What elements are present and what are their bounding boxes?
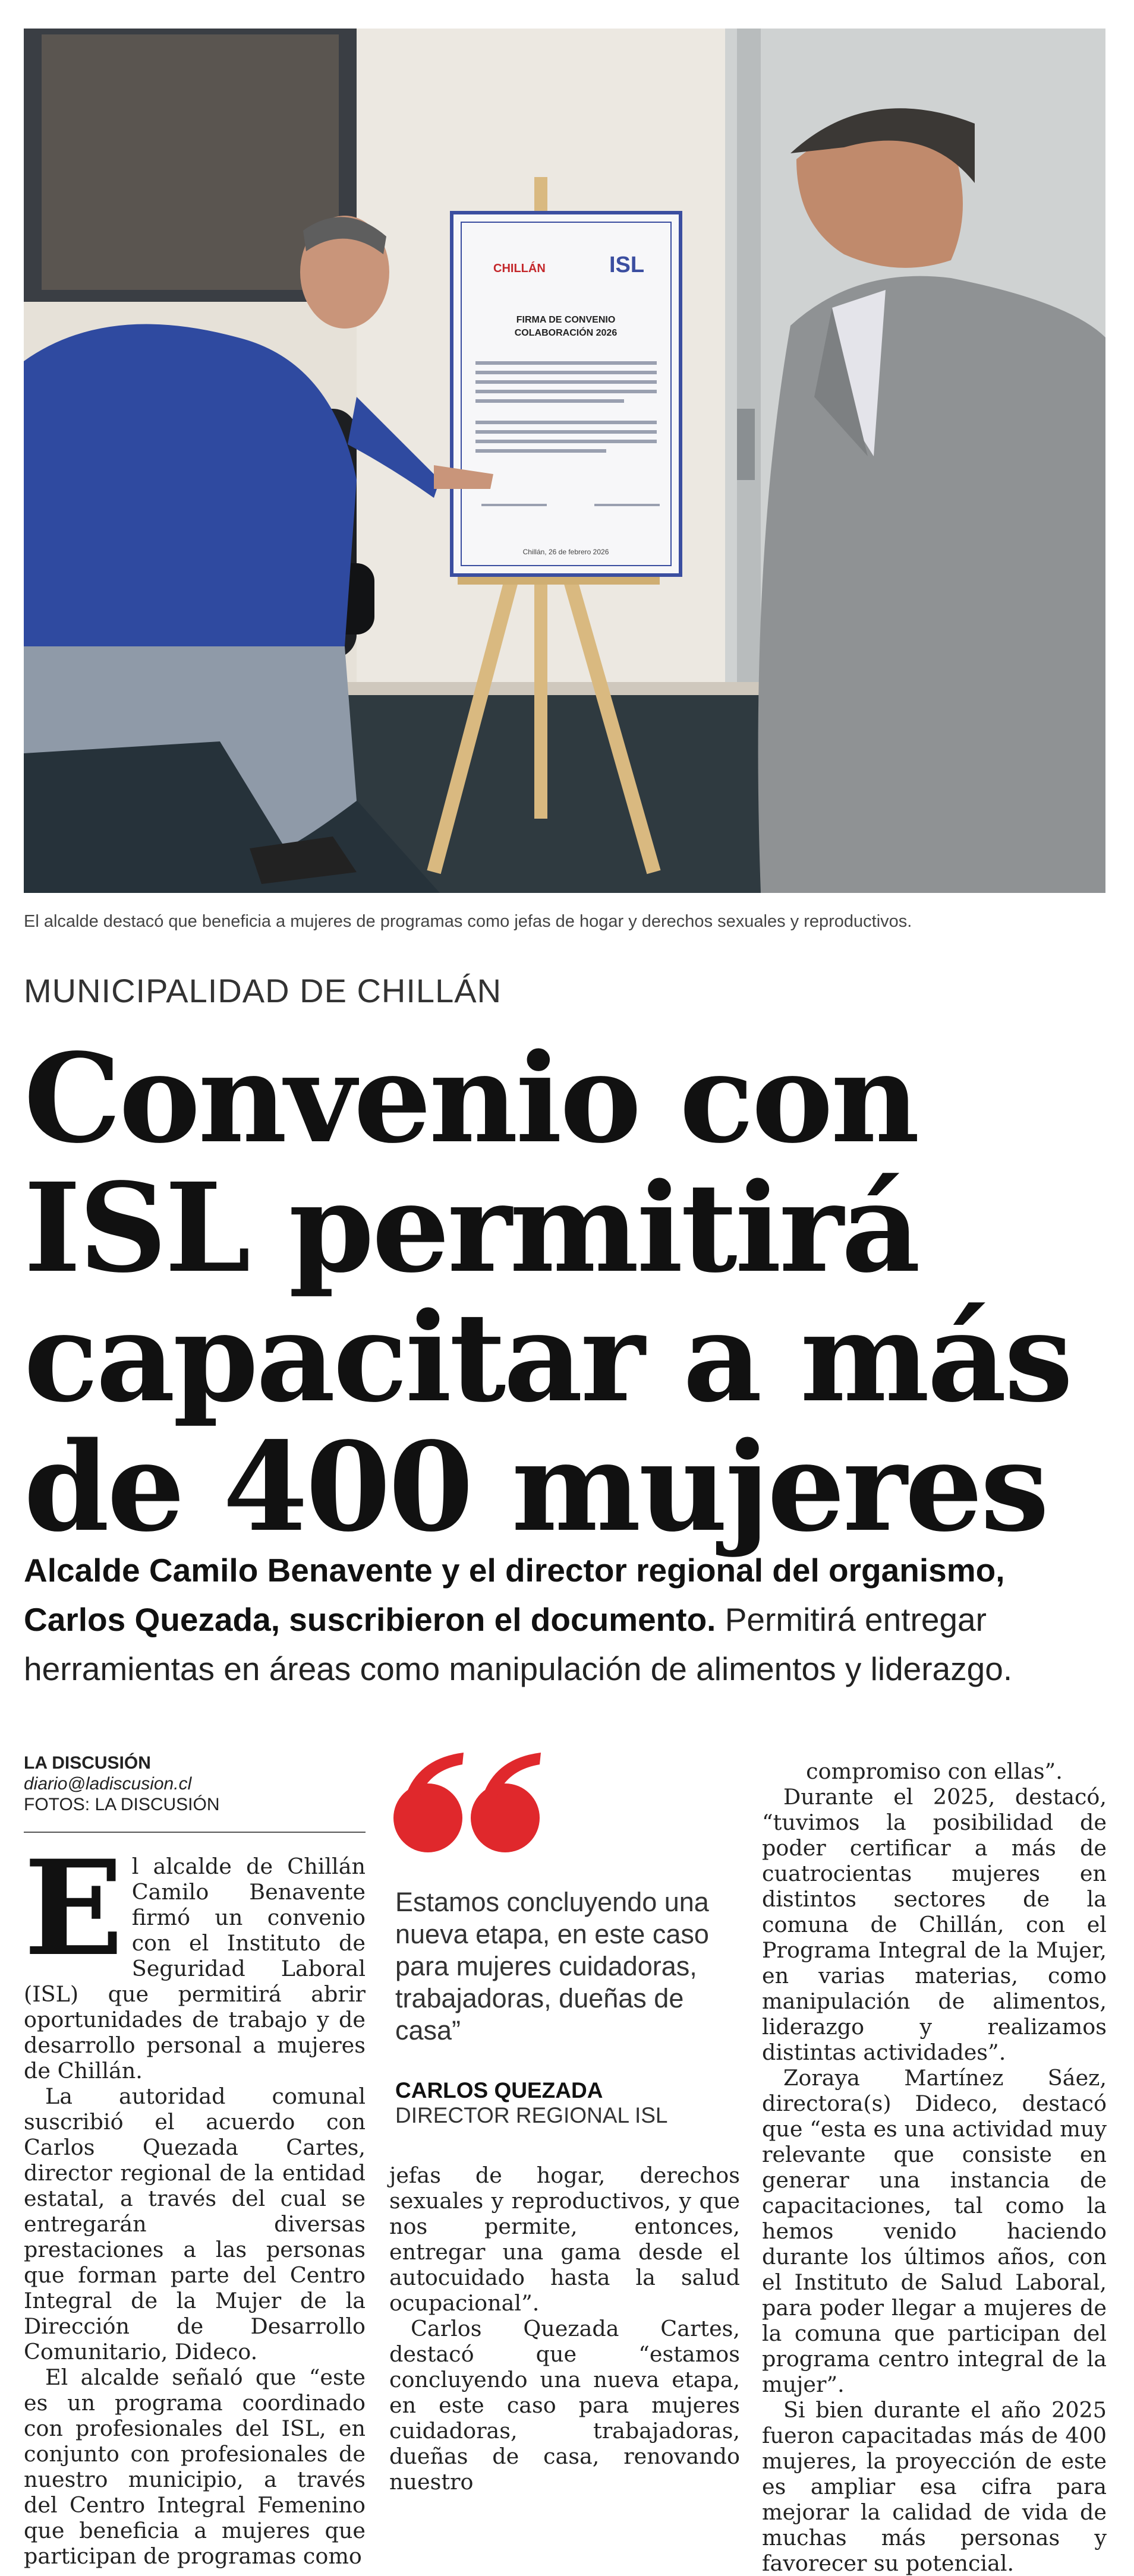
pull-quote-role: DIRECTOR REGIONAL ISL [395,2103,668,2127]
lead-paragraph [24,1546,1105,1694]
body-paragraph: jefas de hogar, derechos sexuales y reproductivos, y que nos permite, entonces, entregar una gama desde el autocuidado hasta la salud ocupacional”. [389,2163,740,2316]
byline [24,1753,366,1833]
body-paragraph [24,1831,366,2083]
headline-line: Convenio con [24,1027,918,1170]
section-kicker: MUNICIPALIDAD DE CHILLÁN [24,972,502,1009]
body-column-2 [389,2163,740,2495]
byline-photos: FOTOS: LA DISCUSIÓN [24,1795,220,1814]
byline-email[interactable]: diario@ladiscusion.cl [24,1774,192,1794]
body-column-1 [24,1831,366,2569]
sign-footer: Chillán, 26 de febrero 2026 [522,548,609,556]
body-column-3 [762,1759,1107,2576]
isl-logo-text: ISL [609,252,645,277]
body-paragraph: El alcalde señaló que “este es un programa coordinado con profesionales del ISL, en conjunto con profesionales de nuestro municipio, a través del Centro Integral Femenino que beneficia a mujeres que participan de programas como [24,2365,366,2569]
quote-mark-icon [392,1753,547,1856]
headline [24,1027,1105,1559]
sign-title-line2: COLABORACIÓN 2026 [514,328,618,338]
sign-title-line1: FIRMA DE CONVENIO [516,315,616,325]
body-paragraph: Si bien durante el año 2025 fueron capacitadas más de 400 mujeres, la proyección de este es ampliar esa cifra para mejorar la calidad de vida de muchas más personas y favorecer su potencial. [762,2397,1107,2576]
headline-line: capacitar a más [24,1286,1071,1429]
article-photo [24,29,1105,893]
lead-regular: Permitirá entregar herramientas en áreas como manipulación de alimentos y liderazgo. [24,1601,1013,1687]
chillan-logo-text: CHILLÁN [493,262,546,275]
quote-glyphs [393,1753,541,1852]
byline-outlet: LA DISCUSIÓN [24,1753,151,1773]
headline-line: ISL permitirá [24,1156,918,1300]
lead-bold: Alcalde Camilo Benavente y el director regional del organismo, Carlos Quezada, suscribieron el documento. [24,1552,1005,1638]
body-paragraph: compromiso con ellas”. [806,1759,1063,1784]
body-paragraph: Carlos Quezada Cartes, destacó que “estamos concluyendo una nueva etapa, en este caso para mujeres cuidadoras, trabajadoras, dueñas de casa, renovando nuestro [389,2316,740,2495]
headline-line: de 400 mujeres [24,1415,1047,1559]
body-paragraph: La autoridad comunal suscribió el acuerdo con Carlos Quezada Cartes, director regional de la entidad estatal, a través del cual se entregarán diversas prestaciones a las personas que forman parte del Centro Integral de la Mujer de la Dirección de Desarrollo Comunitario, Dideco. [24,2083,366,2365]
body-paragraph: Durante el 2025, destacó, “tuvimos la posibilidad de poder certificar a más de cuatrocientas mujeres en distintos sectores de la comuna de Chillán, con el Programa Integral de la Mujer, en varias materias, como manipulación de alimentos, liderazgo y realizamos distintas actividades”. [762,1784,1107,2065]
body-paragraph: Zoraya Martínez Sáez, directora(s) Dideco, destacó que “esta es una actividad muy relevante que consiste en generar una instancia de capacitaciones, tal como la hemos venido haciendo durante los últimos años, con el Instituto de Salud Laboral, para poder llegar a mujeres de la comuna que participan del programa centro integral de la mujer”. [762,2065,1107,2397]
body-text: l alcalde de Chillán Camilo Benavente firmó un convenio con el Instituto de Seguridad Laboral (ISL) que permitirá abrir oportunidades de trabajo y de desarrollo personal a mujeres de Chillán. [24,1854,366,2083]
photo-illustration [24,29,1105,893]
drop-cap: E [24,1831,124,1985]
pull-quote-text: Estamos concluyendo una nueva etapa, en este caso para mujeres cuidadoras, trabajadoras, dueñas de casa” [395,1887,709,2045]
pull-quote-author: CARLOS QUEZADA [395,2078,603,2103]
photo-caption: El alcalde destacó que beneficia a mujeres de programas como jefas de hogar y derechos sexuales y reproductivos. [24,912,912,931]
